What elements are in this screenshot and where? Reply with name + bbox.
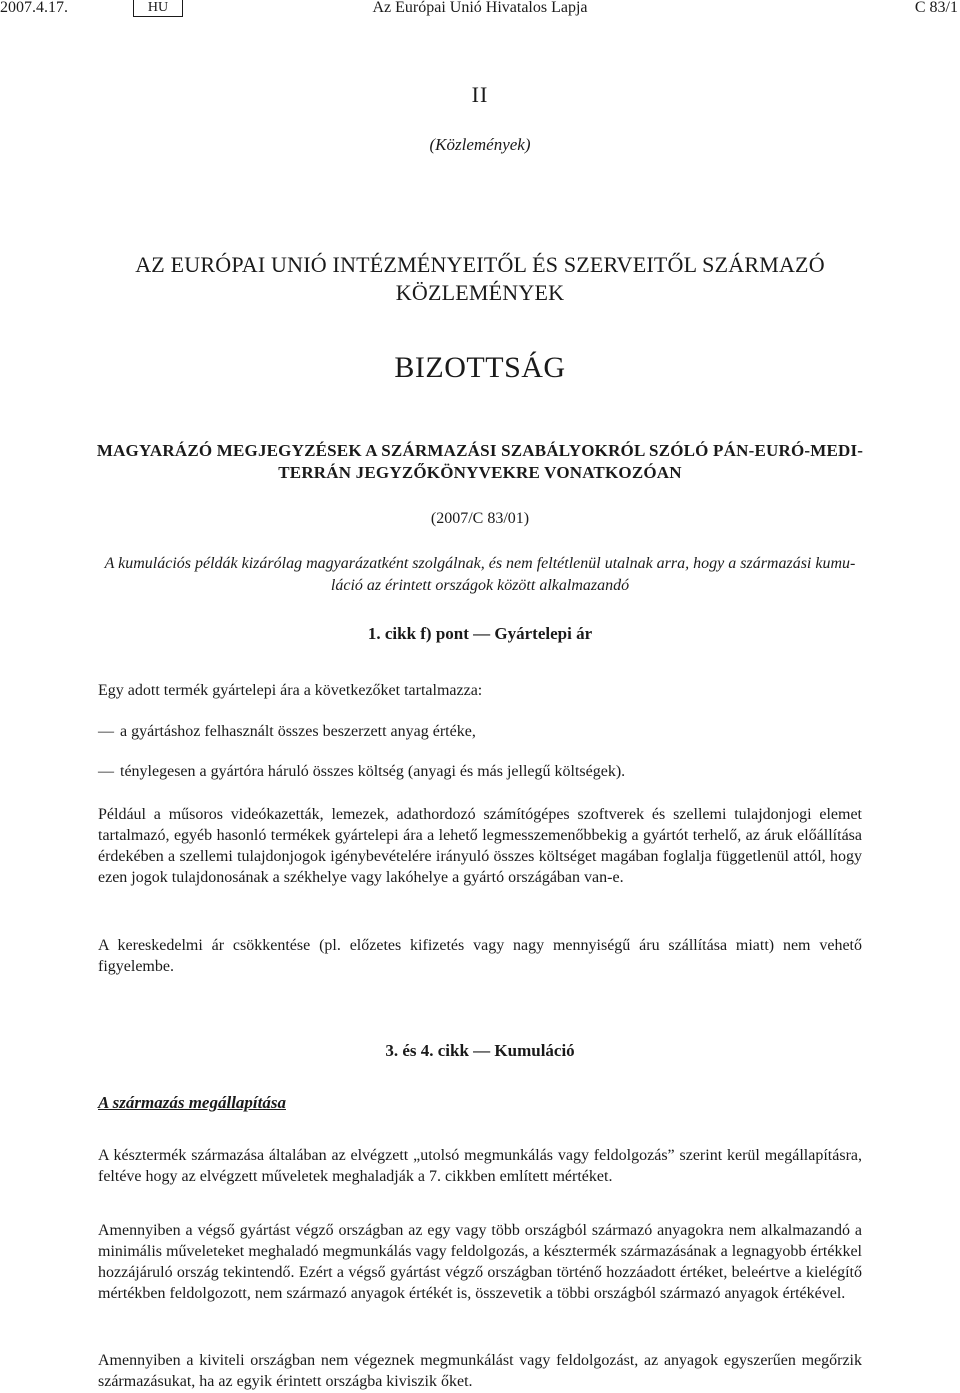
heading-articles-3-4: 3. és 4. cikk — Kumuláció (385, 1041, 575, 1060)
subtitle-line-2: TERRÁN JEGYZŐKÖNYVEKRE VONATKOZÓAN (278, 463, 682, 482)
subtitle-line-1: MAGYARÁZÓ MEGJEGYZÉSEK A SZÁRMAZÁSI SZABÁLYOKRÓL SZÓLÓ PÁN-EURÓ-MEDI- (96, 441, 864, 460)
dash-mark: — (98, 763, 114, 780)
institution-title: BIZOTTSÁG (394, 351, 566, 384)
dash-mark: — (98, 723, 114, 740)
main-title-line-2: KÖZLEMÉNYEK (395, 280, 565, 305)
paragraph-origin-3: Amennyiben a kiviteli országban nem végeznek megmunkálást vagy feldolgozást, az anyagok egyszerűen megőrzik származásukat, ha az egyik érintett országba kiviszik őket. (98, 1352, 862, 1390)
paragraph-discount: A kereskedelmi ár csökkentése (pl. előzetes kifizetés vagy nagy mennyiségű áru szállítása miatt) nem vehető figyelembe. (98, 937, 862, 975)
paragraph-example: Például a műsoros videókazetták, lemezek, adathordozó számítógépes szoftverek és szellemi tulajdonjogi elemet tartalmazó, egyéb hasonló termékek gyártelepi ára a lehető legmesszemenőbbekig a gyártót terhelő, az áruk előállítása érdekében a szellemi tulajdonjogok igénybevételére irányuló összes költséget magában foglalja függetlenül attól, hogy ezen jogok tulajdonosának a székhelye vagy lakóhelye a gyártó országában van-e. (98, 806, 862, 886)
intro-line-1: A kumulációs példák kizárólag magyarázatként szolgálnak, és nem feltétlenül utalnak arra, hogy a származási kumu- (104, 555, 856, 572)
subheading-origin: A származás megállapítása (98, 1093, 286, 1112)
section-label: (Közlemények) (429, 135, 531, 154)
list-item-text: a gyártáshoz felhasznált összes beszerzett anyag értéke, (120, 723, 476, 740)
paragraph-origin-2: Amennyiben a végső gyártást végző országban az egy vagy több országból származó anyagokra nem alkalmazandó a minimális műveleteket meghaladó megmunkálás vagy feldolgozás, a késztermék származásának a legnagyobb értékkel hozzájáruló ország tekintendő. Ezért a végső gyártást végző országban történő hozzáadott értéket, beleértve a kielégítő mértékben feldolgozott, nem származó anyagok értékét is, összevetik a többi országból származó anyagok értékével. (98, 1222, 862, 1302)
journal-title: Az Európai Unió Hivatalos Lapja (372, 0, 588, 16)
heading-article-1: 1. cikk f) pont — Gyártelepi ár (367, 624, 593, 643)
page-number: C 83/1 (914, 0, 958, 16)
document-subtitle (0, 440, 960, 484)
intro-line-2: láció az érintett országok között alkalmazandó (330, 577, 630, 594)
list-item-text: ténylegesen a gyártóra háruló összes költség (anyagi és más jellegű költségek). (120, 763, 626, 780)
intro-note (98, 553, 862, 597)
main-title-line-1: AZ EURÓPAI UNIÓ INTÉZMÉNYEITŐL ÉS SZERVEITŐL SZÁRMAZÓ (135, 252, 825, 277)
header-date: 2007.4.17. (0, 0, 68, 16)
paragraph-origin-1: A késztermék származása általában az elvégzett „utolsó megmunkálás vagy feldolgozás” szerint kerül megállapításra, feltéve hogy az elvégzett műveletek meghaladják a 7. cikkben említett mértéket. (98, 1147, 862, 1185)
paragraph-factory-price-intro: Egy adott termék gyártelepi ára a következőket tartalmazza: (98, 682, 483, 699)
page-header (0, 0, 960, 22)
main-title (0, 251, 960, 307)
language-badge: HU (133, 0, 183, 17)
section-roman: II (471, 82, 489, 107)
document-reference: (2007/C 83/01) (430, 510, 530, 527)
